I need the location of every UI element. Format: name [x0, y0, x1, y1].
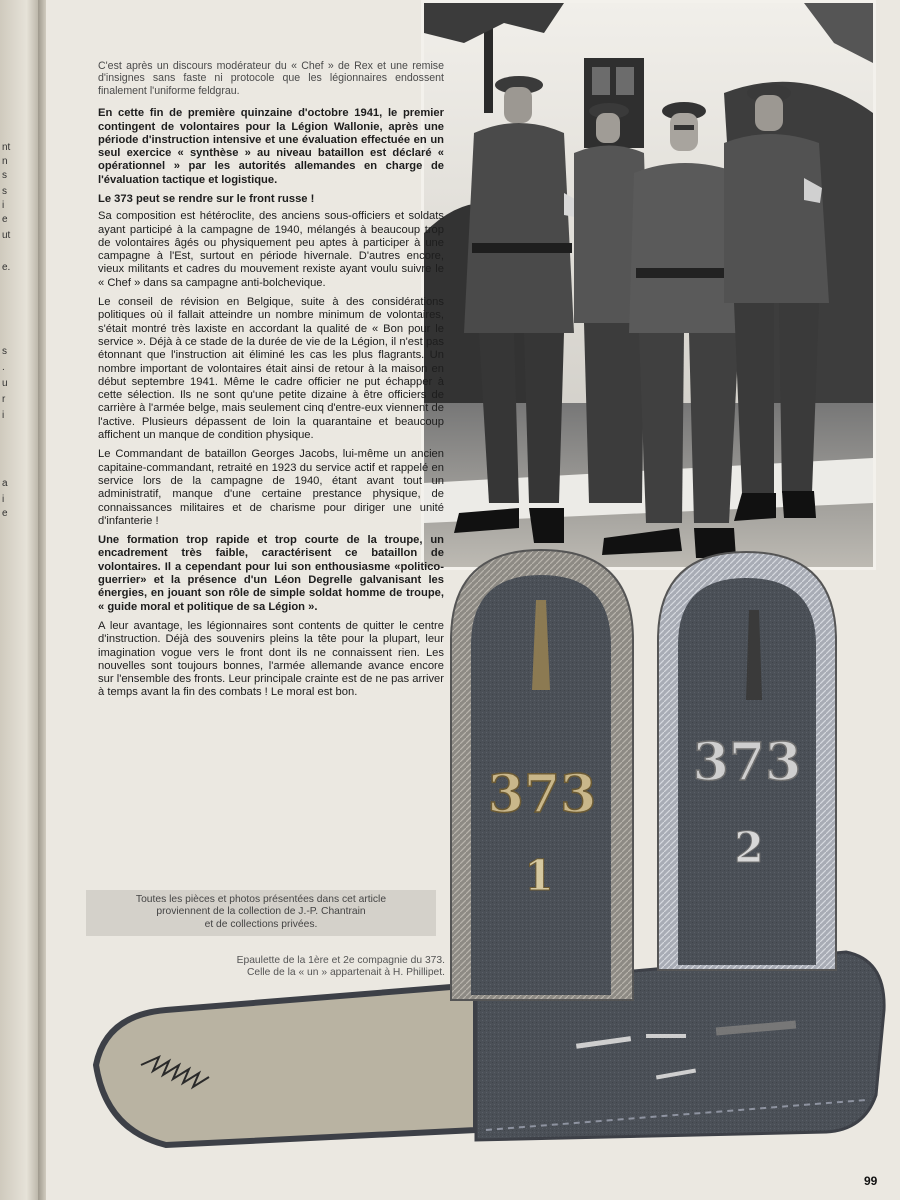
shoulder-board-company-2: [658, 552, 836, 970]
magazine-page: [46, 0, 900, 1200]
shoulder-boards-photo: [46, 540, 900, 1180]
shoulder-board-company-1: [451, 550, 633, 1000]
photo-credit-box: [86, 890, 436, 936]
body-paragraph-4: Une formation trop rapide et trop courte de la troupe, un encadrement très faible, caractérisent ce bataillon de volontaires. Il a cependant pour lui son enthousiasme «politico-guerrier» et la présence d'un Léon Degrelle galvanisant les énergies, en jouant son rôle de simple soldat homme de troupe, « guide moral et politique de sa Légion ».: [98, 534, 444, 613]
board-2-company: 2: [734, 823, 764, 872]
page-number: 99: [864, 1174, 878, 1188]
section-subhead: Le 373 peut se rendre sur le front russe !: [98, 193, 315, 205]
board-1-numerals: 373: [487, 764, 597, 825]
body-paragraph-3: Le Commandant de bataillon Georges Jacobs, lui-même un ancien capitaine-commandant, retraité en 1923 du service actif et rappelé en service lors de la campagne de 1940, étant avant tout un administratif, manque d'une certaine prestance physique, de connaissances militaires et de charisme pour diriger une unité d'infanterie !: [98, 448, 444, 527]
intro-paragraph: C'est après un discours modérateur du « Chef » de Rex et une remise d'insignes sans faste ni protocole que les légionnaires endossent finalement l'uniforme feldgrau.: [98, 60, 444, 97]
archival-photo: [421, 0, 876, 570]
body-paragraph-2: Le conseil de révision en Belgique, suite à des considérations politiques où il fallait atteindre un nombre minimum de volontaires, s'était montré très laxiste en accordant la qualité de « Bon pour le service ». Déjà à ce stade de la durée de vie de la Légion, il n'est pas étonnant que l'instruction ait éliminé les cas les plus flagrants. Un nombre important de volontaires était ainsi de retour à la maison en début septembre 1941. Même le cadre officier ne put échapper à cette sélection. Ils ne sont qu'une petite dizaine à être officiers de carrière à l'armée belge, mais seulement cinq d'entre-eux viennent de l'active. Plusieurs dépassent de loin la quarantaine et beaucoup affichent un manque de condition physique.: [98, 296, 444, 442]
body-paragraph-1: Sa composition est hétéroclite, des anciens sous-officiers et soldats ayant participé à la campagne de 1940, mélangés à beaucoup trop de volontaires âgés ou physiquement peu aptes à participer à une campagne à l'Est, surtout en période hivernale. D'autres encore, vieux militants et cadres du mouvement rexiste ayant voulu suivre le « Chef » dans sa campagne anti-bolchevique.: [98, 210, 444, 289]
credit-line-3: et de collections privées.: [204, 918, 318, 930]
credit-line-1: Toutes les pièces et photos présentées dans cet article: [135, 894, 387, 905]
caption-line-1: Epaulette de la 1ère et 2e compagnie du 373.: [236, 955, 445, 966]
insignia-caption: [156, 955, 445, 980]
board-1-company: 1: [524, 851, 554, 900]
caption-line-2: Celle de la « un » appartenait à H. Phillipet.: [246, 967, 445, 979]
lead-paragraph: En cette fin de première quinzaine d'octobre 1941, le premier contingent de volontaires pour la Légion Wallonie, après une période d'instruction intensive et une évaluation effectuée en un seul exercice « synthèse » au niveau bataillon est déclaré « opérationnel » par les autorités allemandes en charge de l'évaluation tactique et logistique.: [98, 107, 444, 186]
soldiers-photo-graphic: [424, 3, 873, 567]
body-paragraph-5: A leur avantage, les légionnaires sont contents de quitter le centre d'instruction. Déjà des souvenirs pleins la tête pour la plupart, leur imagination vogue vers le front dont ils ne connaissent rien. Les nouvelles sont toujours bonnes, l'armée allemande avance encore sur l'ensemble des fronts. Leur principale crainte est de ne pas arriver à temps avant la fin des combats ! Le moral est bon.: [98, 619, 444, 699]
board-2-numerals: 373: [692, 732, 802, 793]
previous-page-edge: nt n s s i e ut e. s . u r i a i e: [0, 0, 38, 1200]
credit-line-2: proviennent de la collection de J.-P. Chantrain: [156, 906, 366, 918]
